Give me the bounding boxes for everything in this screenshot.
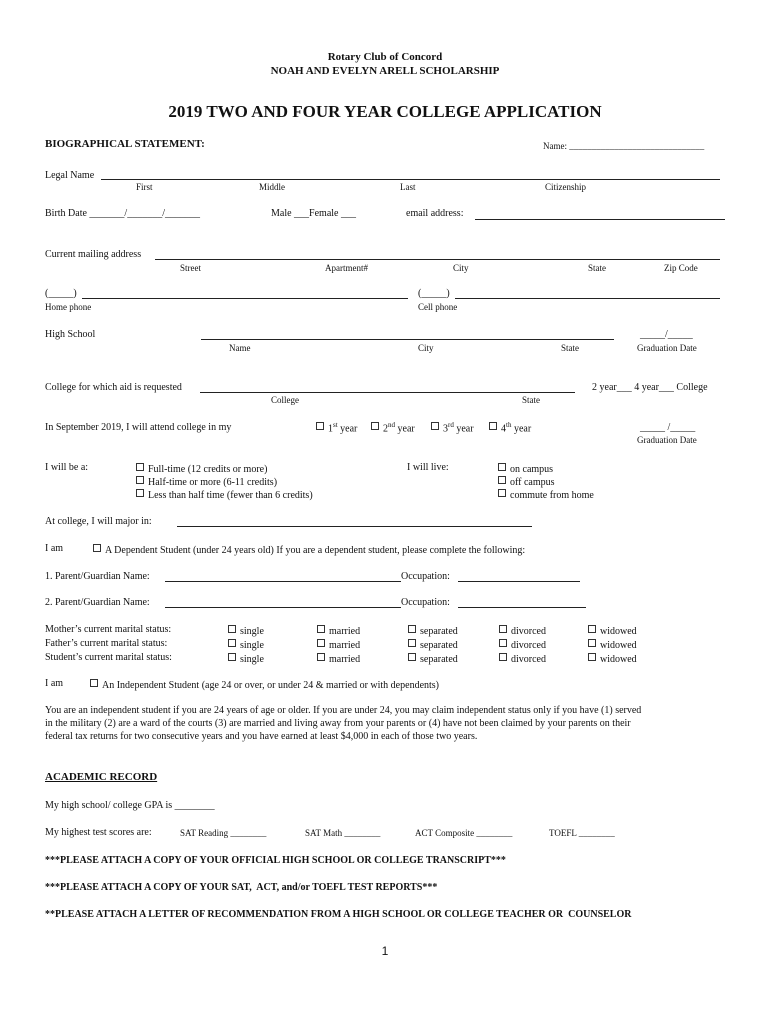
checkbox-icon — [136, 489, 144, 497]
mailing-zip-label: Zip Code — [664, 263, 698, 273]
checkbox-icon — [317, 625, 325, 633]
independent-option[interactable] — [90, 679, 439, 691]
parent2-occupation-label: Occupation: — [401, 597, 450, 608]
year-1-option[interactable] — [316, 422, 357, 434]
independent-label: An Independent Student (age 24 or over, or under 24 & married or with dependents) — [102, 680, 440, 691]
academic-heading: ACADEMIC RECORD — [45, 771, 158, 783]
college-label: College for which aid is requested — [45, 382, 182, 393]
marital-separated-label: separated — [420, 640, 458, 651]
marital-divorced-option[interactable] — [499, 625, 546, 637]
birth-date-field[interactable]: Birth Date _______/_______/_______ — [45, 208, 200, 219]
fulltime-label: Full-time (12 credits or more) — [148, 464, 268, 475]
independent-i-am: I am — [45, 678, 64, 689]
college-field[interactable] — [200, 392, 575, 393]
marital-single-option[interactable] — [228, 653, 264, 665]
marital-widowed-option[interactable] — [588, 639, 637, 651]
marital-separated-label: separated — [420, 654, 458, 665]
will-live-label: I will live: — [407, 462, 449, 473]
marital-married-label: married — [329, 654, 361, 665]
mailing-state-label: State — [588, 263, 606, 273]
toefl-field[interactable]: TOEFL ________ — [549, 828, 615, 838]
independent-note-line: You are an independent student if you are 24 years of age or older. If you are under 24, you may claim independent status only if you have (1) served — [45, 705, 642, 716]
dependent-label: A Dependent Student (under 24 years old) If you are a dependent student, please complete the following: — [105, 545, 526, 556]
mailing-street-label: Street — [180, 263, 201, 273]
name-field[interactable]: Name: ______________________________ — [543, 141, 705, 151]
fulltime-option[interactable] — [136, 463, 267, 475]
legal-middle-label: Middle — [259, 182, 285, 192]
checkbox-icon — [499, 625, 507, 633]
marital-widowed-label: widowed — [600, 640, 637, 651]
attend-label: In September 2019, I will attend college in my — [45, 422, 232, 433]
halftime-option[interactable] — [136, 476, 277, 488]
year-3-suffix: rd — [448, 421, 454, 429]
org-name: Rotary Club of Concord — [327, 51, 443, 63]
home-phone-area: (_____) — [45, 288, 77, 299]
independent-note-line: federal tax returns for two consecutive years and you have earned at least $4,000 in each of those two years. — [45, 731, 478, 742]
parent1-occupation-field[interactable] — [458, 581, 580, 582]
year-2-label: year — [397, 423, 415, 435]
major-field[interactable] — [177, 526, 532, 527]
high-school-field[interactable] — [201, 339, 614, 340]
hs-graduation-label: Graduation Date — [637, 343, 697, 353]
parent2-occupation-field[interactable] — [458, 607, 586, 608]
parent1-name-field[interactable] — [165, 581, 401, 582]
major-label: At college, I will major in: — [45, 516, 155, 527]
checkbox-icon — [588, 625, 596, 633]
year-3-option[interactable] — [431, 422, 474, 434]
transcript-notice: ***PLEASE ATTACH A COPY OF YOUR OFFICIAL HIGH SCHOOL OR COLLEGE TRANSCRIPT*** — [45, 855, 506, 866]
college-type-field[interactable]: 2 year___ 4 year___ College — [592, 382, 708, 393]
lessthanhalf-option[interactable] — [136, 489, 313, 501]
checkbox-icon — [408, 653, 416, 661]
sat-math-field[interactable]: SAT Math ________ — [305, 828, 381, 838]
mailing-apartment-label: Apartment# — [325, 263, 368, 273]
bio-heading: BIOGRAPHICAL STATEMENT: — [45, 138, 205, 150]
marital-single-option[interactable] — [228, 639, 264, 651]
email-label: email address: — [406, 208, 466, 219]
home-phone-label: Home phone — [45, 302, 92, 312]
email-field[interactable] — [475, 219, 725, 220]
year-4-label: year — [513, 423, 532, 435]
marital-married-option[interactable] — [317, 625, 360, 637]
checkbox-icon — [90, 679, 98, 687]
test-reports-notice: ***PLEASE ATTACH A COPY OF YOUR SAT, ACT, and/or TOEFL TEST REPORTS*** — [45, 882, 438, 893]
student-marital-label: Student’s current marital status: — [45, 652, 172, 663]
marital-separated-option[interactable] — [408, 639, 458, 651]
marital-widowed-option[interactable] — [588, 653, 637, 665]
legal-name-label: Legal Name — [45, 170, 95, 181]
offcampus-label: off campus — [510, 477, 555, 488]
legal-first-label: First — [136, 182, 153, 192]
marital-divorced-label: divorced — [511, 626, 546, 637]
act-composite-field[interactable]: ACT Composite ________ — [415, 828, 513, 838]
scores-label: My highest test scores are: — [45, 827, 152, 838]
year-4-option[interactable] — [489, 422, 531, 434]
attend-graduation-field[interactable]: _____ /_____ — [640, 422, 696, 433]
page-number: 1 — [381, 944, 389, 958]
will-be-label: I will be a: — [45, 462, 89, 473]
scholarship-name: NOAH AND EVELYN ARELL SCHOLARSHIP — [270, 65, 500, 77]
marital-single-label: single — [240, 640, 264, 651]
gender-field[interactable]: Male ___Female ___ — [271, 208, 356, 219]
hs-graduation-field[interactable]: _____/_____ — [640, 329, 693, 340]
offcampus-option[interactable] — [498, 476, 555, 488]
legal-citizenship-label: Citizenship — [545, 182, 586, 192]
year-3-number: 3 — [443, 423, 448, 435]
marital-widowed-label: widowed — [600, 626, 637, 637]
marital-separated-label: separated — [420, 626, 458, 637]
checkbox-icon — [489, 422, 497, 430]
checkbox-icon — [93, 544, 101, 552]
commute-option[interactable] — [498, 489, 594, 501]
legal-last-label: Last — [400, 182, 416, 192]
marital-married-label: married — [329, 626, 361, 637]
checkbox-icon — [228, 625, 236, 633]
year-3-label: year — [456, 423, 474, 435]
checkbox-icon — [499, 639, 507, 647]
marital-separated-option[interactable] — [408, 625, 458, 637]
checkbox-icon — [408, 625, 416, 633]
parent2-label: 2. Parent/Guardian Name: — [45, 597, 150, 608]
year-4-suffix: th — [506, 421, 512, 429]
year-4-number: 4 — [501, 423, 506, 435]
checkbox-icon — [588, 639, 596, 647]
college-state-label: State — [522, 395, 540, 405]
marital-divorced-option[interactable] — [499, 639, 546, 651]
marital-single-option[interactable] — [228, 625, 264, 637]
checkbox-icon — [317, 653, 325, 661]
hs-state-label: State — [561, 343, 579, 353]
dependent-i-am: I am — [45, 543, 64, 554]
halftime-label: Half-time or more (6-11 credits) — [148, 477, 278, 488]
checkbox-icon — [431, 422, 439, 430]
marital-widowed-label: widowed — [600, 654, 637, 665]
marital-separated-option[interactable] — [408, 653, 458, 665]
marital-divorced-option[interactable] — [499, 653, 546, 665]
hs-name-label: Name — [229, 343, 251, 353]
cell-phone-area: (_____) — [418, 288, 450, 299]
attend-graduation-label: Graduation Date — [637, 435, 697, 445]
year-2-suffix: nd — [388, 421, 395, 429]
checkbox-icon — [499, 653, 507, 661]
marital-married-option[interactable] — [317, 639, 360, 651]
checkbox-icon — [136, 463, 144, 471]
checkbox-icon — [498, 489, 506, 497]
checkbox-icon — [228, 639, 236, 647]
dependent-option[interactable] — [93, 544, 525, 556]
sat-reading-field[interactable]: SAT Reading ________ — [180, 828, 267, 838]
high-school-label: High School — [45, 329, 96, 340]
father-marital-label: Father’s current marital status: — [45, 638, 168, 649]
checkbox-icon — [408, 639, 416, 647]
college-name-label: College — [271, 395, 299, 405]
marital-married-label: married — [329, 640, 361, 651]
parent1-label: 1. Parent/Guardian Name: — [45, 571, 150, 582]
marital-married-option[interactable] — [317, 653, 360, 665]
checkbox-icon — [228, 653, 236, 661]
oncampus-label: on campus — [510, 464, 554, 475]
checkbox-icon — [498, 463, 506, 471]
independent-note-line: in the military (2) are a ward of the courts (3) are married and living away from your parents or (4) have not been claimed by your parents on their — [45, 718, 631, 729]
mailing-address-label: Current mailing address — [45, 249, 142, 260]
checkbox-icon — [498, 476, 506, 484]
parent1-occupation-label: Occupation: — [401, 571, 450, 582]
year-1-suffix: st — [333, 421, 338, 429]
mailing-address-field[interactable] — [155, 259, 720, 260]
year-2-number: 2 — [383, 423, 388, 435]
oncampus-option[interactable] — [498, 463, 553, 475]
year-2-option[interactable] — [371, 422, 415, 434]
marital-single-label: single — [240, 654, 264, 665]
checkbox-icon — [588, 653, 596, 661]
marital-single-label: single — [240, 626, 264, 637]
home-phone-field[interactable] — [82, 298, 408, 299]
checkbox-icon — [136, 476, 144, 484]
mailing-city-label: City — [453, 263, 469, 273]
year-1-label: year — [340, 423, 358, 435]
recommendation-notice: **PLEASE ATTACH A LETTER OF RECOMMENDATION FROM A HIGH SCHOOL OR COLLEGE TEACHER OR COUNSELOR — [45, 909, 632, 920]
marital-divorced-label: divorced — [511, 654, 546, 665]
cell-phone-label: Cell phone — [418, 302, 458, 312]
checkbox-icon — [371, 422, 379, 430]
gpa-field[interactable]: My high school/ college GPA is ________ — [45, 800, 215, 811]
year-1-number: 1 — [328, 423, 333, 435]
marital-divorced-label: divorced — [511, 640, 546, 651]
checkbox-icon — [317, 639, 325, 647]
lessthanhalf-label: Less than half time (fewer than 6 credits) — [148, 490, 313, 501]
parent2-name-field[interactable] — [165, 607, 401, 608]
mother-marital-label: Mother’s current marital status: — [45, 624, 172, 635]
checkbox-icon — [316, 422, 324, 430]
hs-city-label: City — [418, 343, 434, 353]
commute-label: commute from home — [510, 490, 594, 501]
marital-widowed-option[interactable] — [588, 625, 637, 637]
legal-name-field[interactable] — [101, 179, 720, 180]
cell-phone-field[interactable] — [455, 298, 720, 299]
page-title: 2019 TWO AND FOUR YEAR COLLEGE APPLICATION — [168, 102, 602, 121]
